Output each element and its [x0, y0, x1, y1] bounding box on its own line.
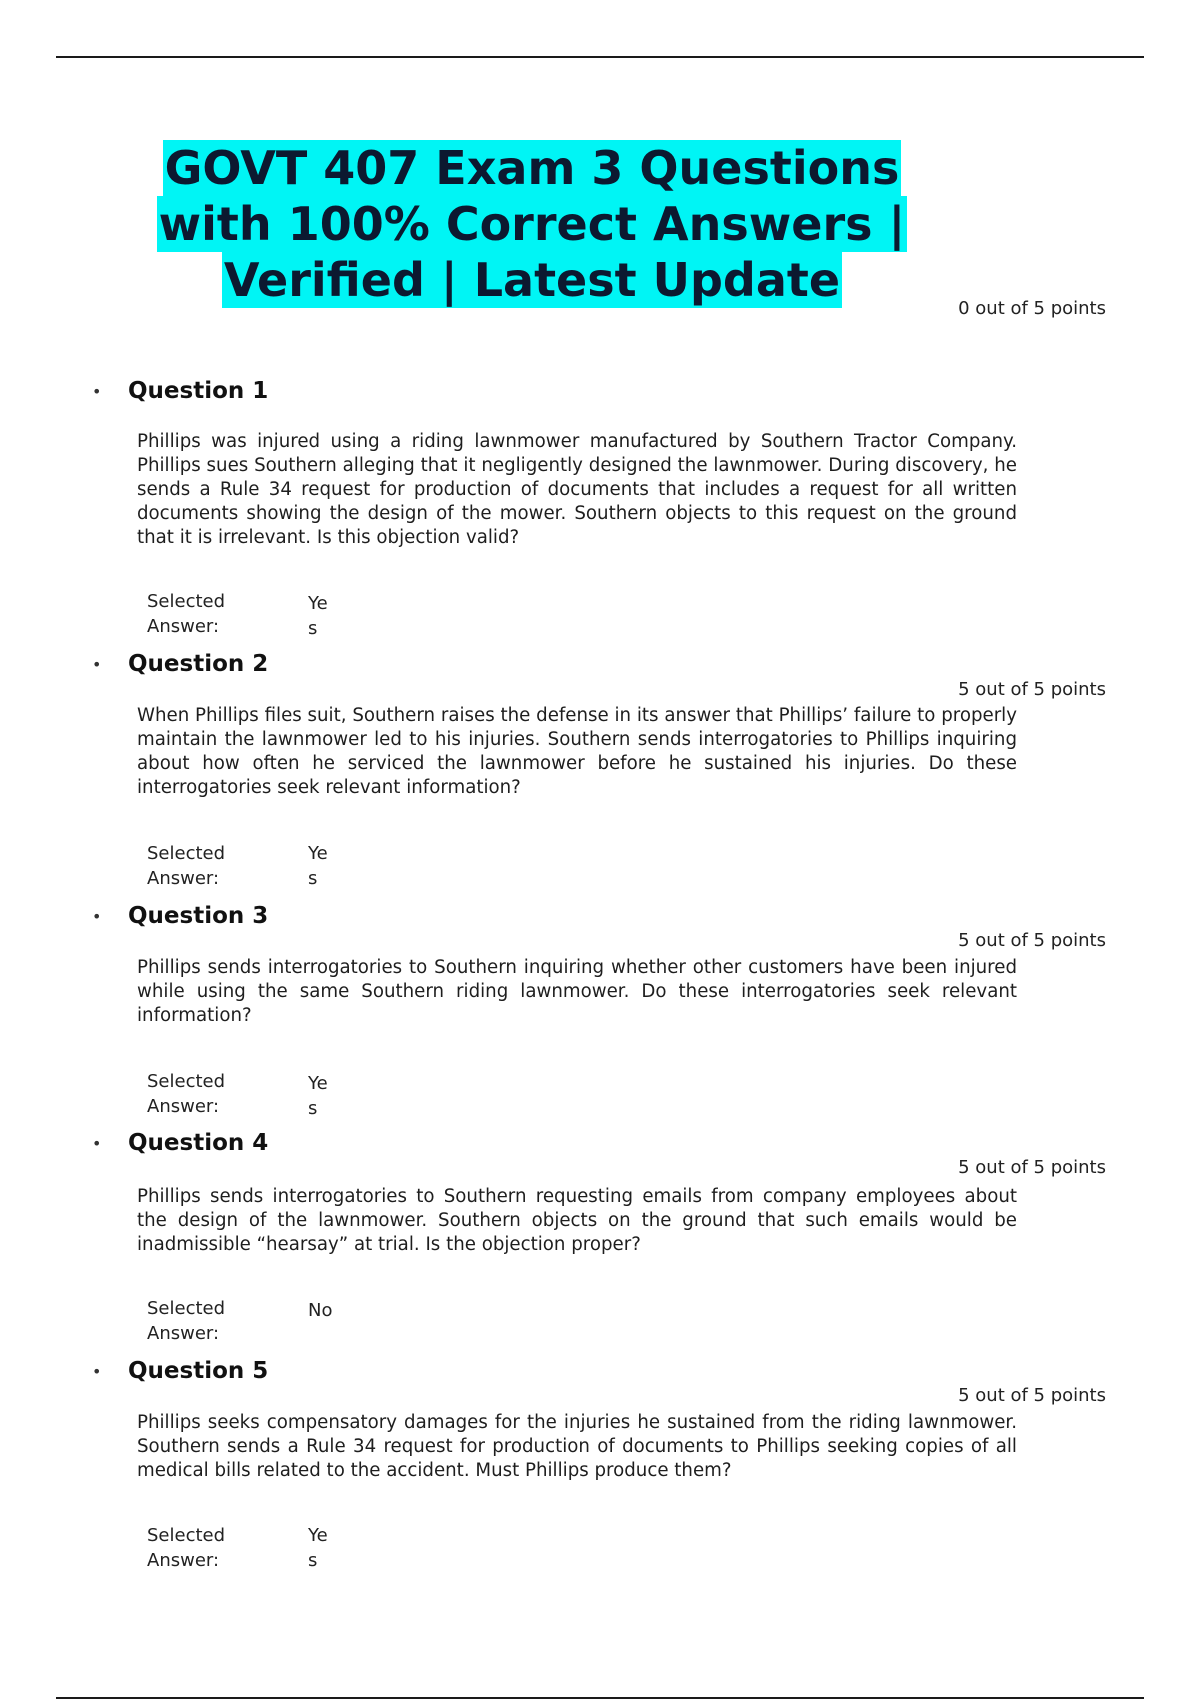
bullet-icon: •	[92, 655, 102, 674]
selected-answer-label: Selected Answer:	[147, 1525, 226, 1571]
selected-answer-label: Selected Answer:	[147, 843, 226, 889]
bottom-rule	[56, 1697, 1144, 1699]
question-text: Phillips sends interrogatories to Southern inquiring whether other customers have been injured while using the same Southern riding lawnmower. Do these interrogatories seek relevant information?	[137, 957, 1017, 1026]
question-title: Question 3	[128, 903, 269, 929]
title-line: with 100% Correct Answers |	[158, 197, 906, 251]
question-points: 5 out of 5 points	[958, 1385, 1106, 1406]
question-text: Phillips was injured using a riding lawnmower manufactured by Southern Tractor Company. Phillips sues Southern alleging that it negligently designed the lawnmower. During discovery, he sends a Rule 34 request for production of documents that includes a request for all written documents showing the design of the mower. Southern objects to this request on the ground that it is irrelevant. Is this objection valid?	[137, 431, 1017, 548]
selected-answer-label: Selected Answer:	[147, 1071, 226, 1117]
selected-answer-value: Yes	[308, 1073, 328, 1119]
question-points: 0 out of 5 points	[958, 298, 1106, 319]
bullet-icon: •	[92, 382, 102, 401]
question-title: Question 4	[128, 1130, 269, 1156]
question-text: When Phillips files suit, Southern raises the defense in its answer that Phillips’ failure to properly maintain the lawnmower led to his injuries. Southern sends interrogatories to Phillips inquiring about how often he serviced the lawnmower before he sustained his injuries. Do these interrogatories seek relevant information?	[137, 705, 1017, 798]
bullet-icon: •	[92, 1362, 102, 1381]
selected-answer-label: Selected Answer:	[147, 591, 226, 637]
document-title	[146, 140, 918, 308]
question-title: Question 5	[128, 1358, 269, 1384]
question-title: Question 1	[128, 378, 269, 404]
question-text: Phillips sends interrogatories to Southern requesting emails from company employees about the design of the lawnmower. Southern objects on the ground that such emails would be inadmissible “hearsay” at trial. Is the objection proper?	[137, 1186, 1017, 1255]
question-points: 5 out of 5 points	[958, 679, 1106, 700]
question-points: 5 out of 5 points	[958, 1157, 1106, 1178]
bullet-icon: •	[92, 907, 102, 926]
question-text: Phillips seeks compensatory damages for the injuries he sustained from the riding lawnmower. Southern sends a Rule 34 request for production of documents to Phillips seeking copies of all medical bills related to the accident. Must Phillips produce them?	[137, 1412, 1017, 1481]
selected-answer-value: Yes	[308, 843, 328, 889]
title-line: Verified | Latest Update	[223, 253, 841, 307]
selected-answer-value: Yes	[308, 1525, 328, 1571]
question-points: 5 out of 5 points	[958, 930, 1106, 951]
top-rule	[56, 56, 1144, 58]
question-title: Question 2	[128, 651, 269, 677]
bullet-icon: •	[92, 1134, 102, 1153]
selected-answer-value: No	[308, 1300, 333, 1321]
title-line: GOVT 407 Exam 3 Questions	[164, 141, 900, 195]
selected-answer-label: Selected Answer:	[147, 1298, 226, 1344]
selected-answer-value: Yes	[308, 593, 328, 639]
